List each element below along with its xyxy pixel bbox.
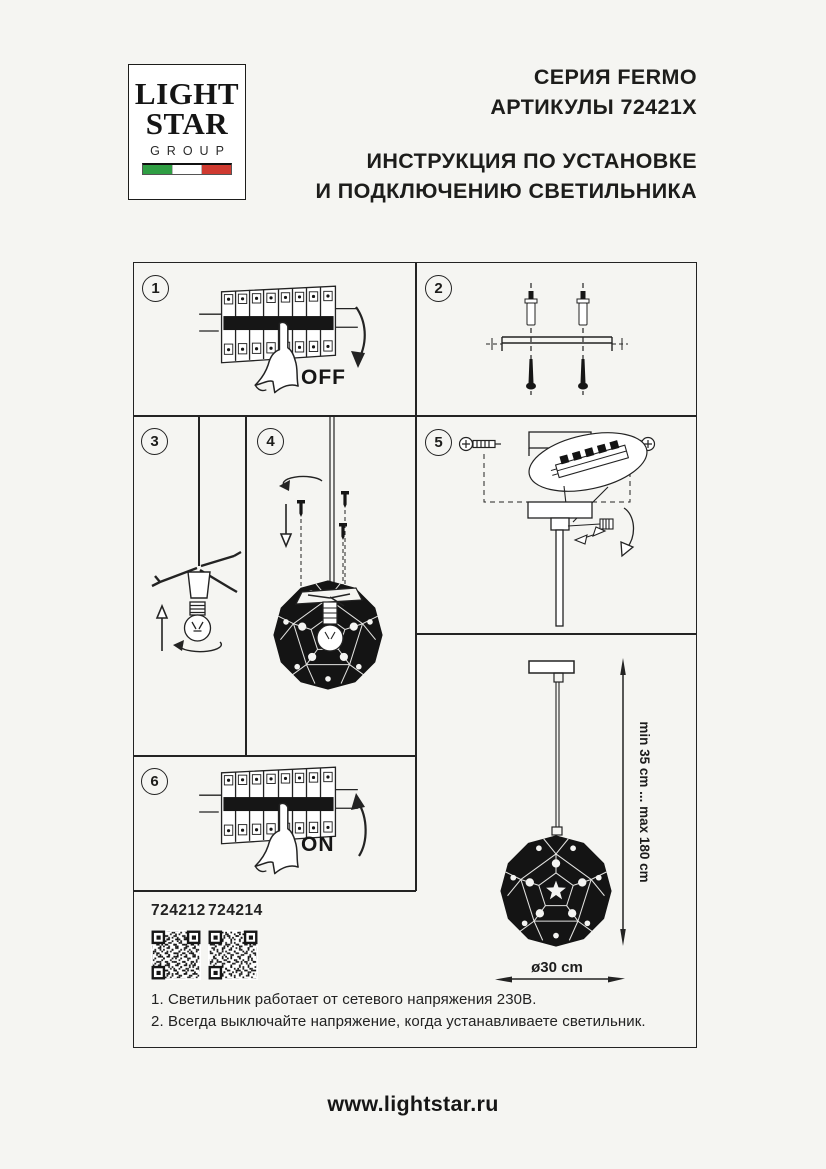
step-6-number: 6: [141, 768, 168, 795]
pendant-lamp-icon: [501, 661, 611, 946]
italian-flag-bar: [142, 163, 232, 175]
series-title: СЕРИЯ FERMO: [533, 65, 697, 89]
flag-red-stripe: [202, 165, 231, 174]
logo-text-group: GROUP: [150, 144, 231, 158]
flag-green-stripe: [143, 165, 172, 174]
spider-fitting-icon: [152, 552, 241, 598]
step-5-drawing: [416, 416, 695, 633]
website-url: www.lightstar.ru: [327, 1092, 499, 1116]
note-line-2: 2. Всегда выключайте напряжение, когда устанавливаете светильник.: [151, 1013, 646, 1030]
articles-title: АРТИКУЛЫ 72421X: [490, 95, 697, 119]
height-dimension: [620, 658, 626, 946]
breaker-off-label: OFF: [301, 366, 346, 389]
step-5-number: 5: [425, 429, 452, 456]
divider: [134, 890, 416, 892]
diameter-dimension: [495, 977, 625, 983]
logo-text-star: STAR: [145, 106, 229, 141]
rotate-arrow-icon: [621, 508, 633, 556]
arrow-up-icon: [157, 606, 167, 651]
rotate-arrow-icon: [279, 476, 322, 491]
dimension-drawing: [416, 634, 695, 1040]
wall-plug-icon: [525, 291, 589, 325]
rotate-arrow-icon: [173, 640, 221, 652]
instruction-title-line2: И ПОДКЛЮЧЕНИЮ СВЕТИЛЬНИКА: [315, 179, 697, 203]
light-bulb-icon: [185, 602, 211, 641]
step-1-drawing: [134, 263, 416, 415]
step-3-drawing: [134, 416, 245, 755]
flag-white-stripe: [172, 165, 203, 174]
shade-ball-open-icon: [274, 581, 382, 689]
instruction-title-line1: ИНСТРУКЦИЯ ПО УСТАНОВКЕ: [366, 149, 697, 173]
canopy-icon: [528, 502, 592, 626]
step-6-drawing: [134, 756, 415, 890]
article-code-1: 724212: [151, 902, 206, 919]
article-code-2: 724214: [208, 902, 263, 919]
mounting-bracket-icon: [486, 337, 628, 351]
breaker-on-label: ON: [301, 833, 335, 856]
qr-code-2: [208, 930, 258, 980]
qr-code-1: [151, 930, 201, 980]
step-2-drawing: [416, 263, 695, 415]
screw-icon: [297, 491, 349, 540]
step-4-drawing: [246, 416, 415, 755]
slide-arrows-icon: [575, 527, 605, 544]
screw-icon: [526, 359, 588, 390]
step-2-number: 2: [425, 275, 452, 302]
arrow-down-icon: [351, 307, 365, 368]
header: [316, 62, 697, 206]
diameter-label: ø30 cm: [531, 959, 583, 976]
arrow-down-icon: [281, 504, 291, 546]
height-range-label: min 35 cm ... max 180 cm: [637, 721, 652, 883]
lightstar-logo: [128, 64, 246, 200]
steps-diagram-frame: [133, 262, 697, 1048]
arrow-up-icon: [351, 793, 366, 856]
step-1-number: 1: [142, 275, 169, 302]
breaker-panel-icon: [199, 767, 358, 873]
step-3-number: 3: [141, 428, 168, 455]
step-4-number: 4: [257, 428, 284, 455]
note-line-1: 1. Светильник работает от сетевого напряжения 230В.: [151, 991, 537, 1008]
logo-text-light: LIGHT: [134, 76, 240, 111]
grub-screw-icon: [600, 519, 613, 529]
